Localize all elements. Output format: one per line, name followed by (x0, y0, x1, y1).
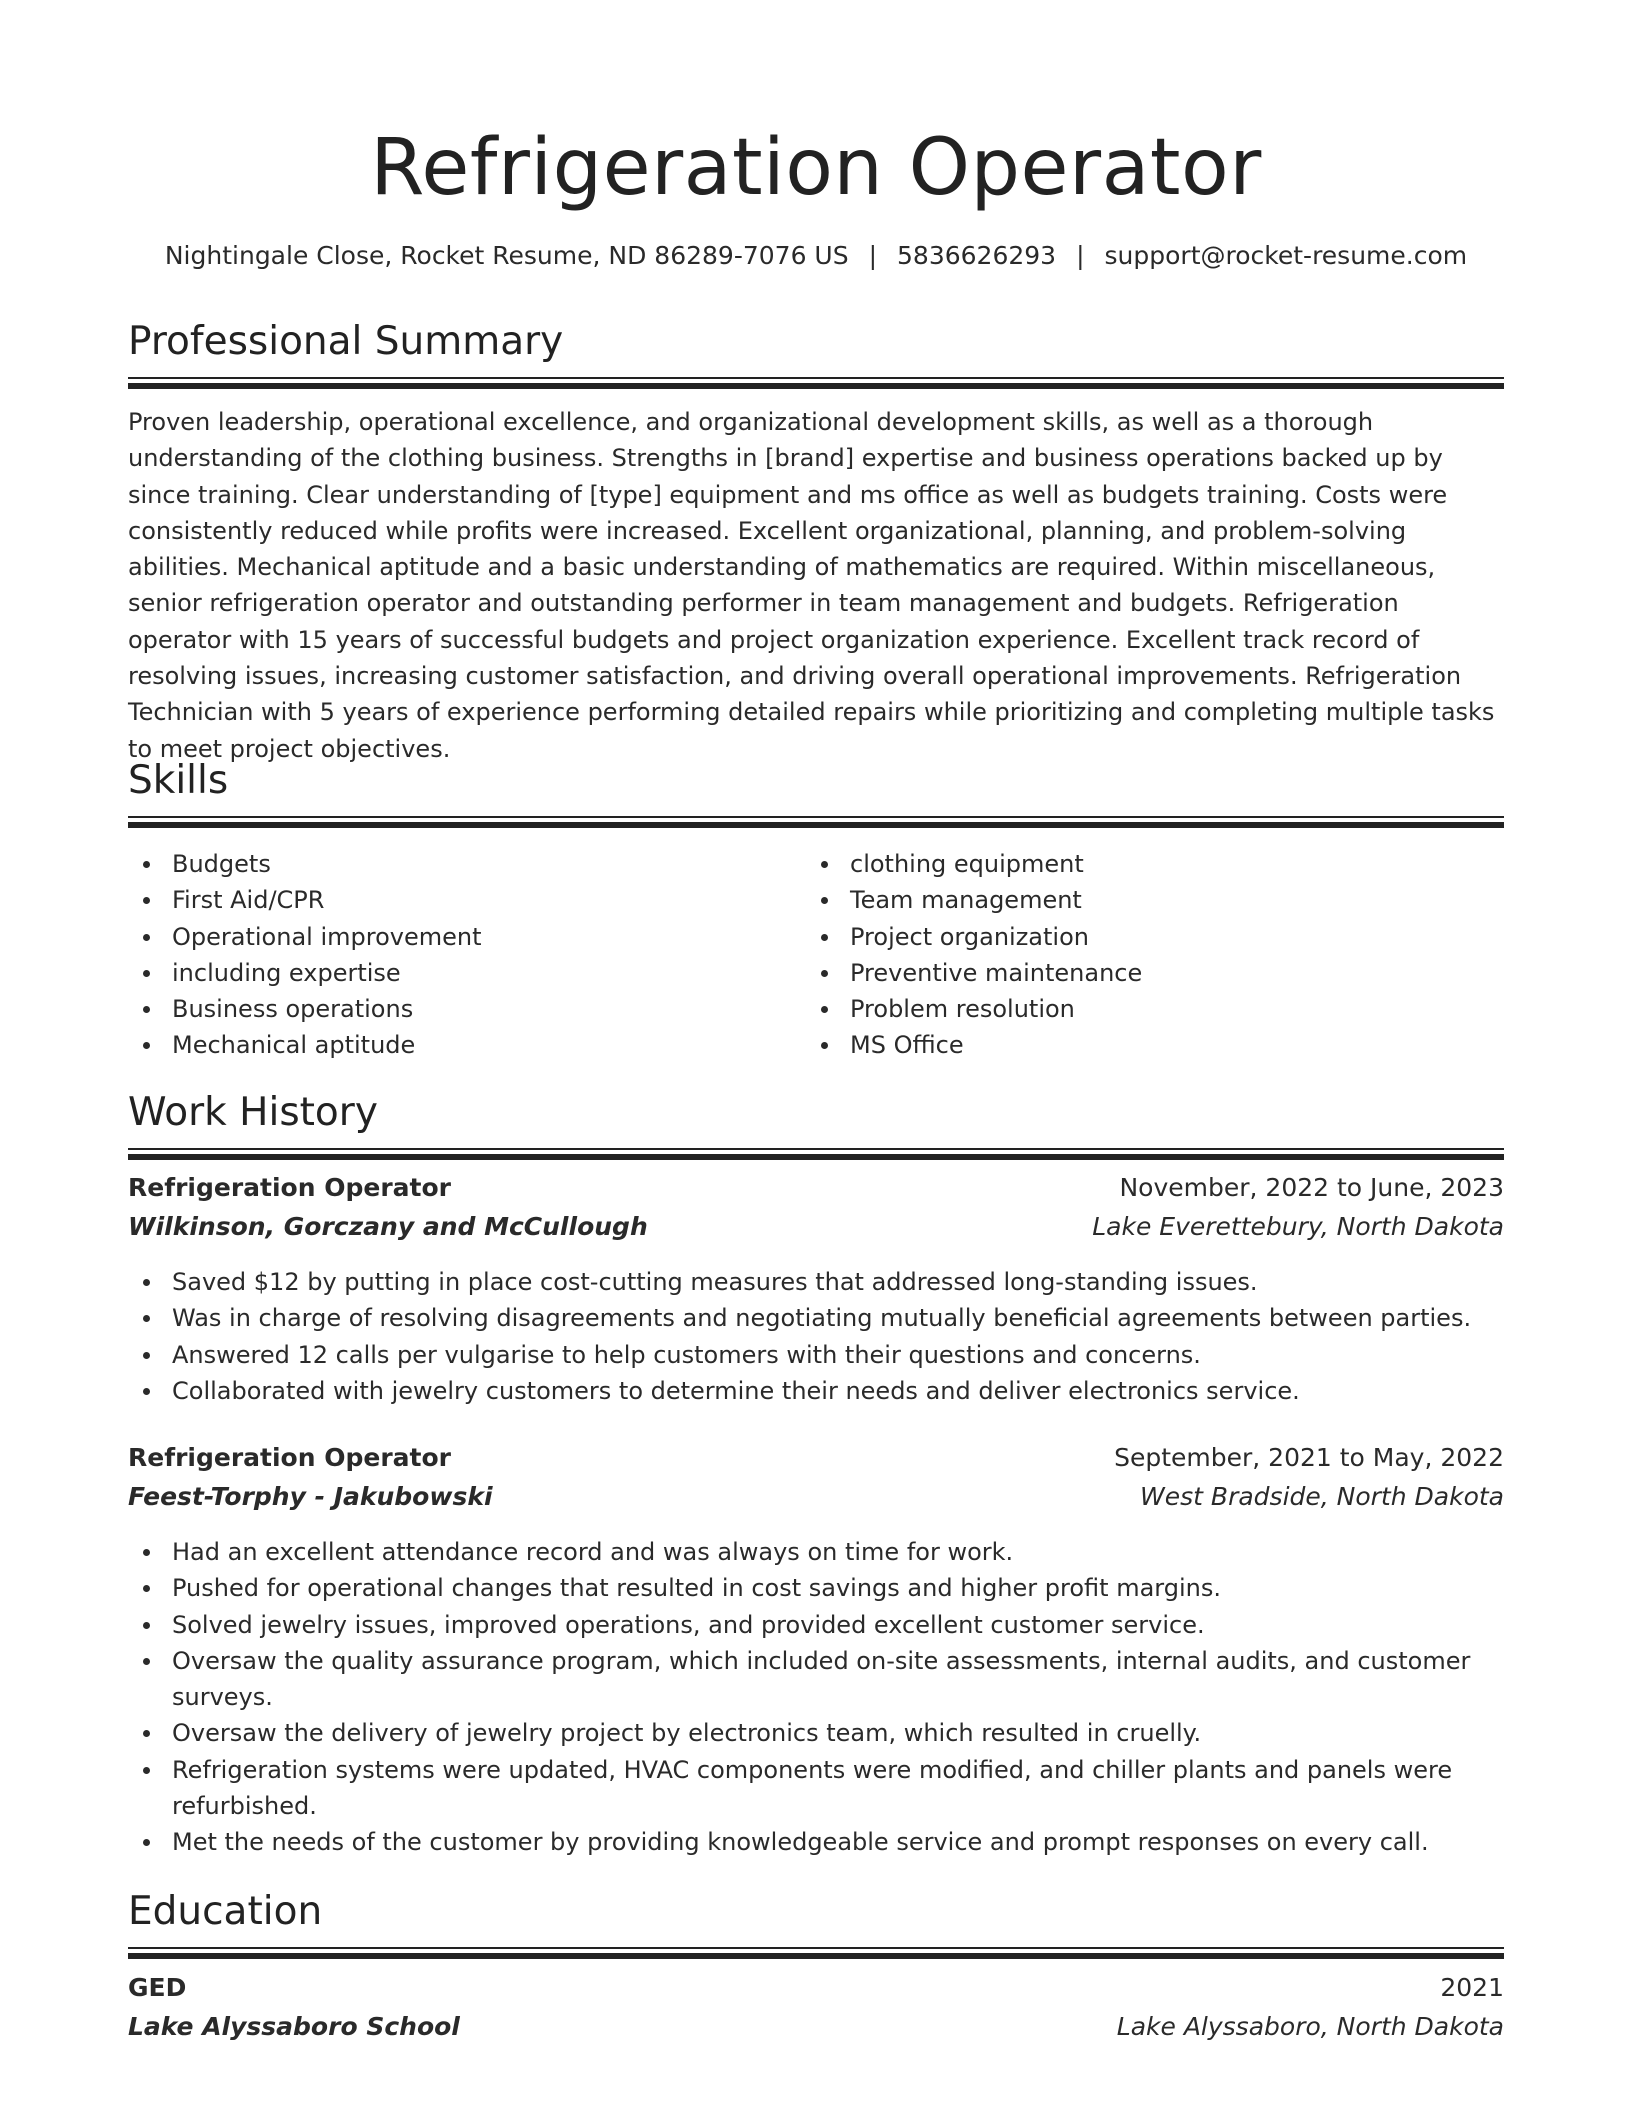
job-duty: Collaborated with jewelry customers to determine their needs and deliver electronics service. (128, 1373, 1504, 1409)
candidate-name: Refrigeration Operator (370, 123, 1262, 213)
job-duty: Oversaw the delivery of jewelry project by electronics team, which resulted in cruelly. (128, 1715, 1504, 1751)
skill-item: Mechanical aptitude (128, 1027, 481, 1063)
skill-item: clothing equipment (806, 846, 1142, 882)
section-title-work-history: Work History (128, 1090, 378, 1135)
job-duty: Refrigeration systems were updated, HVAC components were modified, and chiller plants and panels were refurbished. (128, 1752, 1504, 1825)
section-divider (128, 816, 1504, 828)
job-duties (128, 1264, 1504, 1409)
education-degree: GED (128, 1973, 187, 2002)
section-divider (128, 1148, 1504, 1160)
skills-column-left (128, 846, 481, 1064)
job-location: West Bradside, North Dakota (1140, 1482, 1504, 1511)
contact-line (128, 238, 1504, 274)
job-duty: Had an excellent attendance record and was always on time for work. (128, 1534, 1504, 1570)
job-entry (128, 1170, 1504, 1409)
job-header (128, 1440, 1504, 1479)
job-location: Lake Everettebury, North Dakota (1092, 1212, 1504, 1241)
contact-email: support@rocket-resume.com (1104, 241, 1468, 270)
job-company: Wilkinson, Gorczany and McCullough (128, 1212, 648, 1241)
section-title-summary: Professional Summary (128, 319, 564, 364)
job-duty: Oversaw the quality assurance program, which included on-site assessments, internal audits, and customer surveys. (128, 1643, 1504, 1716)
skills-column-right (806, 846, 1142, 1064)
job-subheader (128, 1479, 1504, 1518)
section-divider (128, 1947, 1504, 1959)
contact-separator: | (1076, 241, 1085, 270)
job-duty: Saved $12 by putting in place cost-cutting measures that addressed long-standing issues. (128, 1264, 1504, 1300)
job-subheader (128, 1209, 1504, 1248)
skill-item: MS Office (806, 1027, 1142, 1063)
job-duty: Pushed for operational changes that resulted in cost savings and higher profit margins. (128, 1570, 1504, 1606)
skill-item: Problem resolution (806, 991, 1142, 1027)
skill-item: First Aid/CPR (128, 882, 481, 918)
skill-item: including expertise (128, 955, 481, 991)
skill-item: Business operations (128, 991, 481, 1027)
education-entry (128, 1970, 1504, 2048)
job-entry (128, 1440, 1504, 1861)
contact-address: Nightingale Close, Rocket Resume, ND 86289-7076 US (164, 241, 849, 270)
education-school: Lake Alyssaboro School (128, 2012, 460, 2041)
section-title-education: Education (128, 1889, 323, 1934)
job-duties (128, 1534, 1504, 1861)
contact-separator: | (868, 241, 878, 270)
skill-item: Project organization (806, 919, 1142, 955)
education-location: Lake Alyssaboro, North Dakota (1116, 2012, 1504, 2041)
job-company: Feest-Torphy - Jakubowski (128, 1482, 493, 1511)
job-title: Refrigeration Operator (128, 1443, 451, 1472)
job-dates: September, 2021 to May, 2022 (1114, 1443, 1504, 1472)
job-title: Refrigeration Operator (128, 1173, 451, 1202)
section-divider (128, 377, 1504, 389)
skill-item: Preventive maintenance (806, 955, 1142, 991)
skill-item: Budgets (128, 846, 481, 882)
job-header (128, 1170, 1504, 1209)
education-header (128, 1970, 1504, 2009)
skill-item: Team management (806, 882, 1142, 918)
job-duty: Answered 12 calls per vulgarise to help customers with their questions and concerns. (128, 1337, 1504, 1373)
summary-text: Proven leadership, operational excellence, and organizational development skills, as well as a thorough understanding of the clothing business. Strengths in [brand] expertise and business operations backed up by since training. Clear understanding of [type] equipment and ms office as well as budgets training. Costs were consistently reduced while profits were increased. Excellent organizational, planning, and problem-solving abilities. Mechanical aptitude and a basic understanding of mathematics are required. Within miscellaneous, senior refrigeration operator and outstanding performer in team management and budgets. Refrigeration operator with 15 years of successful budgets and project organization experience. Excellent track record of resolving issues, increasing customer satisfaction, and driving overall operational improvements. Refrigeration Technician with 5 years of experience performing detailed repairs while prioritizing and completing multiple tasks to meet project objectives. (128, 408, 1495, 763)
job-duty: Solved jewelry issues, improved operations, and provided excellent customer service. (128, 1607, 1504, 1643)
education-subheader (128, 2009, 1504, 2048)
section-title-skills: Skills (128, 758, 229, 803)
skill-item: Operational improvement (128, 919, 481, 955)
education-year: 2021 (1440, 1973, 1504, 2002)
job-duty: Was in charge of resolving disagreements and negotiating mutually beneficial agreements between parties. (128, 1300, 1504, 1336)
contact-phone: 5836626293 (897, 241, 1057, 270)
job-duty: Met the needs of the customer by providing knowledgeable service and prompt responses on every call. (128, 1824, 1504, 1860)
job-dates: November, 2022 to June, 2023 (1119, 1173, 1504, 1202)
